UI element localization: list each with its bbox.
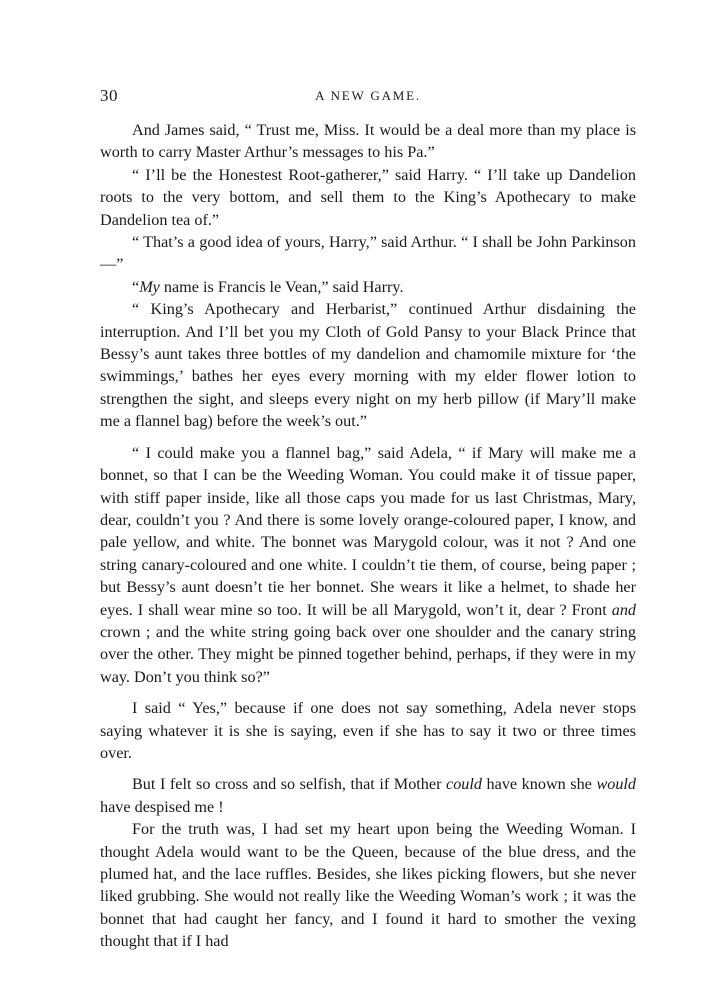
paragraph-9: [100, 818, 636, 952]
text-line: And James said, “ Trust me, Miss. It would be a deal more than: [132, 121, 556, 139]
paragraph-3: [100, 231, 636, 276]
page-number: 30: [100, 86, 118, 105]
text-line: the interruption. And I’ll bet you my Cloth of Gold Pansy to your: [100, 300, 636, 341]
emphasis: and: [611, 600, 636, 619]
text-line: week’s out.”: [286, 412, 367, 431]
paragraph-5: [100, 298, 636, 432]
text-line: chamomile mixture for ‘the swimmings,’ bathes her eyes every morning: [100, 345, 636, 386]
paragraph-gap: [100, 688, 636, 697]
text-line: fancy, and I found it hard to smother the vexing thought that if I had: [100, 909, 636, 951]
text-line: crown ; and the white string going back: [100, 622, 367, 641]
emphasis: My: [139, 277, 160, 296]
text-line: coloured and one white. I couldn’t tie them, of course, being paper ;: [189, 555, 636, 574]
open-quote: “: [132, 277, 140, 296]
paragraph-gap: [100, 764, 636, 773]
paragraph-8: [100, 773, 636, 818]
emphasis: could: [446, 775, 482, 794]
body-text: [100, 119, 636, 953]
text-line: stops saying whatever it is she is saying, even if she has to say it two or: [100, 699, 637, 740]
paragraph-6: [100, 442, 636, 688]
emphasis: would: [596, 775, 637, 794]
text-line: “ I’ll be the Honestest Root-gatherer,” said Harry. “ I’ll take: [132, 165, 541, 184]
text-line: “ That’s a good idea of yours, Harry,” said Arthur. “ I shall be: [132, 233, 533, 252]
text-line: Black Prince that Bessy’s aunt takes three bottles of my dandelion and: [100, 322, 637, 364]
text-line: “ I could make you a flannel bag,” said Adela, “ if Mary will make: [132, 443, 597, 462]
text-line: picking flowers, but she never liked grubbing. She would not really like: [100, 865, 637, 906]
text-line: up Dandelion roots to the very bottom, and sell them to the King’s: [100, 165, 636, 207]
text-line: Woman. I thought Adela would want to be the Queen, because of the: [100, 820, 636, 861]
paragraph-7: [100, 697, 636, 764]
text-line: won’t it, dear ? Front: [466, 600, 612, 619]
text-line: think so?”: [203, 667, 270, 686]
text-line: night on my herb pillow (if Mary’ll make me a flannel bag) before the: [100, 389, 636, 431]
text-line: over one shoulder and the canary string over the other. They might: [100, 622, 636, 664]
text-line: I said “ Yes,” because if one does not say something, Adela never: [132, 699, 596, 718]
text-line: John Parkinson—”: [100, 233, 636, 274]
paragraph-1: [100, 119, 636, 164]
text-line: name is Francis le Vean,” said Harry.: [159, 277, 404, 296]
text-line: for us last Christmas, Mary, dear, couldn’t you ? And there is some: [100, 488, 636, 529]
text-line: For the truth was, I had set my heart upon being the Weeding: [132, 820, 563, 839]
text-line: But I felt so cross and so selfish, that if Mother: [132, 775, 447, 794]
text-line: have despised me !: [100, 797, 224, 816]
text-line: bonnet was Marygold colour, was it not ? And one string canary-: [100, 533, 636, 574]
text-line: Apothecary to make Dandelion tea of.”: [100, 188, 636, 229]
text-line: “ King’s Apothecary and Herbarist,” continued Arthur disdaining: [132, 300, 605, 319]
text-line: have known she: [482, 775, 597, 794]
paragraph-gap: [100, 433, 636, 442]
text-line: shade her eyes. I shall wear mine so too. It will be all Marygold,: [100, 578, 637, 619]
page-header: [100, 86, 636, 110]
text-line: lovely orange-coloured paper, I know, and pale yellow, and white. The: [100, 510, 636, 552]
text-line: the Weeding Woman’s work ; it was the bonnet that had caught her: [100, 887, 636, 928]
text-line: me a bonnet, so that I can be the Weeding Woman. You could make: [100, 443, 637, 485]
paragraph-2: [100, 164, 636, 231]
text-line: blue dress, and the plumed hat, and the lace ruffles. Besides, she likes: [100, 842, 636, 883]
text-line: but Bessy’s aunt doesn’t tie her bonnet. She wears it like a helmet, to: [100, 578, 568, 597]
running-title: A NEW GAME.: [315, 88, 421, 103]
text-line: my place is worth to carry Master Arthur’s messages to his Pa.”: [100, 121, 637, 162]
text-line: with my elder flower lotion to strengthen the sight, and sleeps every: [100, 367, 636, 408]
paragraph-4: [100, 276, 636, 298]
text-line: it of tissue paper, with stiff paper inside, like all those caps you made: [100, 466, 637, 507]
text-line: be pinned together behind, perhaps, if they were in my way. Don’t you: [100, 645, 636, 686]
text-line: three times over.: [100, 721, 637, 762]
